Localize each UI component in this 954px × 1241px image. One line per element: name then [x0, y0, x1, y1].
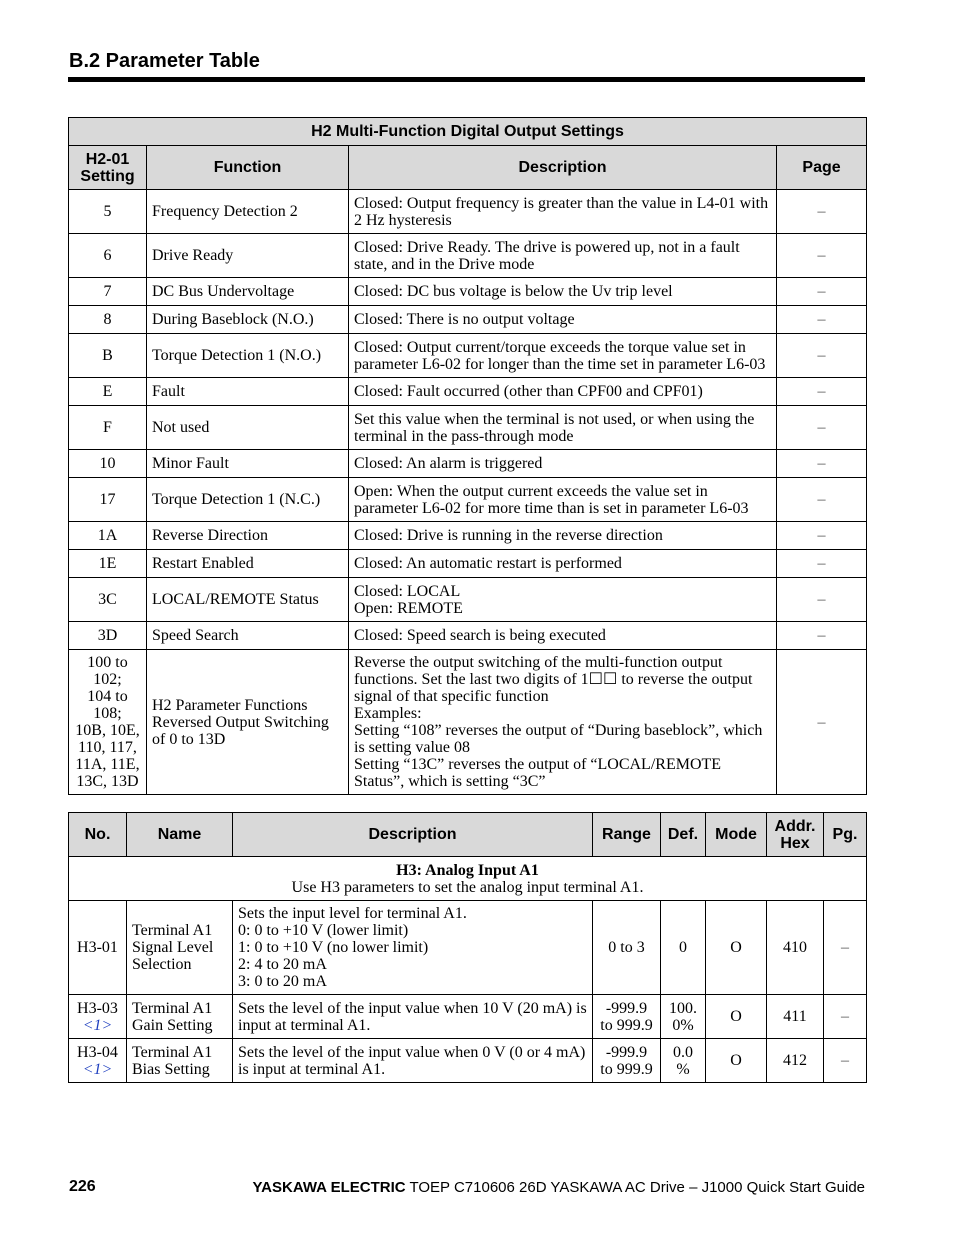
description-cell: Closed: Output current/torque exceeds the torque value set in parameter L6-02 for longer than the time set in parameter L6-03 [349, 334, 777, 378]
table-row [69, 378, 867, 406]
col-header-description: Description [349, 146, 777, 190]
col-header-setting: H2-01 Setting [69, 146, 147, 190]
range-cell: -999.9 to 999.9 [593, 995, 661, 1039]
col-header-addr: Addr. Hex [767, 813, 824, 857]
function-cell: Restart Enabled [147, 550, 349, 578]
section-subtitle: Use H3 parameters to set the analog input terminal A1. [291, 878, 644, 896]
range-cell: -999.9 to 999.9 [593, 1039, 661, 1083]
addr-cell: 410 [767, 901, 824, 995]
table-row [69, 278, 867, 306]
setting-cell: F [69, 406, 147, 450]
description-cell: Reverse the output switching of the multi-function output functions. Set the last two digits of 1☐☐ to reverse the output signal of that specific function Examples: Setting “108” reverses the output of “During baseblock”, which is setting value 08 Setting “13C” reverses the output of “LOCAL/REMOTE Status”, which is setting “3C” [349, 650, 777, 795]
page-cell: – [777, 306, 867, 334]
h3-parameter-table [68, 812, 867, 1083]
def-cell: 0 [661, 901, 706, 995]
page-cell: – [777, 550, 867, 578]
description-cell: Closed: An alarm is triggered [349, 450, 777, 478]
function-cell: During Baseblock (N.O.) [147, 306, 349, 334]
description-cell: Closed: Speed search is being executed [349, 622, 777, 650]
table-row [69, 522, 867, 550]
description-cell: Closed: Drive Ready. The drive is powered up, not in a fault state, and in the Drive mode [349, 234, 777, 278]
setting-cell: 6 [69, 234, 147, 278]
def-cell: 100. 0% [661, 995, 706, 1039]
function-cell: Drive Ready [147, 234, 349, 278]
param-no-cell [69, 1039, 127, 1083]
param-no: H3-03 [77, 999, 118, 1017]
function-cell: LOCAL/REMOTE Status [147, 578, 349, 622]
description-cell: Closed: Output frequency is greater than the value in L4-01 with 2 Hz hysteresis [349, 190, 777, 234]
mode-cell: O [706, 1039, 767, 1083]
table-row [69, 901, 867, 995]
page-cell: – [777, 522, 867, 550]
description-cell: Closed: DC bus voltage is below the Uv trip level [349, 278, 777, 306]
section-title: H3: Analog Input A1 [396, 861, 539, 879]
table-row [69, 190, 867, 234]
table-row [69, 1039, 867, 1083]
page-cell: – [777, 622, 867, 650]
footnote-ref[interactable]: <1> [82, 1016, 113, 1034]
param-no: H3-01 [77, 939, 118, 956]
setting-cell: 3D [69, 622, 147, 650]
description-cell: Closed: There is no output voltage [349, 306, 777, 334]
footer-text [253, 1179, 865, 1196]
function-cell: Torque Detection 1 (N.C.) [147, 478, 349, 522]
pg-cell: – [824, 995, 867, 1039]
table-row [69, 334, 867, 378]
function-cell: Reverse Direction [147, 522, 349, 550]
col-header-function: Function [147, 146, 349, 190]
description-cell: Closed: Drive is running in the reverse direction [349, 522, 777, 550]
function-cell: Fault [147, 378, 349, 406]
table-row [69, 650, 867, 795]
page-cell: – [777, 234, 867, 278]
description-cell: Closed: LOCAL Open: REMOTE [349, 578, 777, 622]
description-cell: Closed: An automatic restart is performed [349, 550, 777, 578]
page-cell: – [777, 578, 867, 622]
col-header-pg: Pg. [824, 813, 867, 857]
setting-cell: E [69, 378, 147, 406]
table-row [69, 306, 867, 334]
setting-cell: 10 [69, 450, 147, 478]
setting-cell: 100 to 102; 104 to 108; 10B, 10E, 110, 117, 11A, 11E, 13C, 13D [69, 650, 147, 795]
page-cell: – [777, 406, 867, 450]
page-cell: – [777, 650, 867, 795]
description-cell: Sets the level of the input value when 0 V (0 or 4 mA) is input at terminal A1. [233, 1039, 593, 1083]
table-row [69, 995, 867, 1039]
section-row [69, 857, 867, 901]
setting-cell: 7 [69, 278, 147, 306]
setting-cell: 8 [69, 306, 147, 334]
col-header-page: Page [777, 146, 867, 190]
addr-cell: 411 [767, 995, 824, 1039]
col-header-mode: Mode [706, 813, 767, 857]
col-header-description: Description [233, 813, 593, 857]
table-row [69, 578, 867, 622]
page-cell: – [777, 478, 867, 522]
description-cell: Sets the input level for terminal A1. 0: 0 to +10 V (lower limit) 1: 0 to +10 V (no lower limit) 2: 4 to 20 mA 3: 0 to 20 mA [233, 901, 593, 995]
function-cell: Torque Detection 1 (N.O.) [147, 334, 349, 378]
setting-cell: 3C [69, 578, 147, 622]
description-cell: Open: When the output current exceeds the value set in parameter L6-02 for more time than is set in parameter L6-03 [349, 478, 777, 522]
pg-cell: – [824, 1039, 867, 1083]
param-no-cell [69, 995, 127, 1039]
description-cell: Sets the level of the input value when 10 V (20 mA) is input at terminal A1. [233, 995, 593, 1039]
col-header-no: No. [69, 813, 127, 857]
mode-cell: O [706, 901, 767, 995]
function-cell: Speed Search [147, 622, 349, 650]
page-cell: – [777, 378, 867, 406]
name-cell: Terminal A1 Bias Setting [127, 1039, 233, 1083]
footer-brand: YASKAWA ELECTRIC [252, 1179, 406, 1196]
setting-cell: 1A [69, 522, 147, 550]
setting-cell: B [69, 334, 147, 378]
col-header-range: Range [593, 813, 661, 857]
page-cell: – [777, 450, 867, 478]
param-no: H3-04 [77, 1043, 118, 1061]
name-cell: Terminal A1 Signal Level Selection [127, 901, 233, 995]
page-number: 226 [69, 1178, 96, 1195]
function-cell: Frequency Detection 2 [147, 190, 349, 234]
pg-cell: – [824, 901, 867, 995]
h3-parameter-body [69, 857, 867, 1083]
function-cell: DC Bus Undervoltage [147, 278, 349, 306]
table-row [69, 234, 867, 278]
setting-cell: 17 [69, 478, 147, 522]
setting-cell: 1E [69, 550, 147, 578]
addr-cell: 412 [767, 1039, 824, 1083]
table-row [69, 450, 867, 478]
footer-doc: TOEP C710606 26D YASKAWA AC Drive – J1000 Quick Start Guide [405, 1179, 865, 1196]
page-cell: – [777, 278, 867, 306]
function-cell: Not used [147, 406, 349, 450]
footnote-ref[interactable]: <1> [82, 1060, 113, 1078]
range-cell: 0 to 3 [593, 901, 661, 995]
h2-settings-body [69, 190, 867, 795]
def-cell: 0.0 % [661, 1039, 706, 1083]
h2-settings-table [68, 117, 867, 795]
page-cell: – [777, 334, 867, 378]
col-header-def: Def. [661, 813, 706, 857]
page-cell: – [777, 190, 867, 234]
setting-cell: 5 [69, 190, 147, 234]
section-heading: B.2 Parameter Table [69, 50, 260, 72]
name-cell: Terminal A1 Gain Setting [127, 995, 233, 1039]
table-row [69, 406, 867, 450]
function-cell: Minor Fault [147, 450, 349, 478]
function-cell: H2 Parameter Functions Reversed Output Switching of 0 to 13D [147, 650, 349, 795]
table-row [69, 550, 867, 578]
table-row [69, 622, 867, 650]
heading-rule [68, 77, 865, 82]
description-cell: Set this value when the terminal is not used, or when using the terminal in the pass-through mode [349, 406, 777, 450]
table-row [69, 478, 867, 522]
param-no-cell [69, 901, 127, 995]
table-title: H2 Multi-Function Digital Output Settings [69, 118, 867, 146]
mode-cell: O [706, 995, 767, 1039]
col-header-name: Name [127, 813, 233, 857]
description-cell: Closed: Fault occurred (other than CPF00 and CPF01) [349, 378, 777, 406]
